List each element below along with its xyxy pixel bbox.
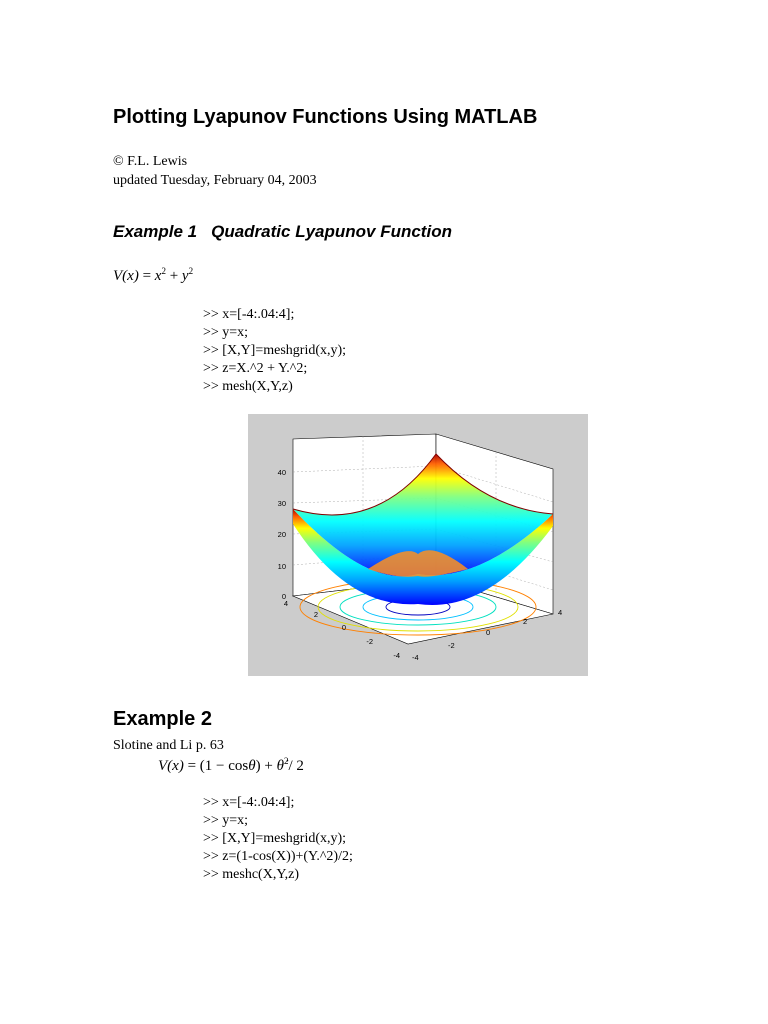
eq2-lhs: V(x) [158, 758, 184, 774]
eq2-tail: / 2 [288, 758, 304, 774]
mesh-plot-svg [248, 414, 588, 676]
y-tick-label: 0 [341, 623, 346, 632]
code-line: >> y=x; [203, 325, 249, 340]
x-tick-label: 2 [523, 617, 528, 626]
example1-subtitle: Quadratic Lyapunov Function [211, 222, 452, 241]
code-line: >> [X,Y]=meshgrid(x,y); [203, 343, 347, 358]
z-tick-label: 10 [277, 562, 286, 571]
y-tick-label: 2 [313, 610, 318, 619]
y-tick-label: -2 [366, 637, 373, 646]
x-tick-label: 0 [486, 628, 491, 637]
z-tick-label: 20 [277, 530, 286, 539]
example2-equation [158, 756, 304, 775]
y-tick-label: 4 [283, 599, 288, 608]
eq2-theta-dot: θ̇ [276, 758, 284, 774]
code-line: >> z=(1-cos(X))+(Y.^2)/2; [203, 849, 353, 864]
updated-date: updated Tuesday, February 04, 2003 [113, 173, 317, 188]
y-tick-label: -4 [393, 651, 400, 660]
eq1-equals: = [138, 268, 155, 284]
example1-label: Example 1 [113, 222, 198, 241]
document-title: Plotting Lyapunov Functions Using MATLAB [113, 106, 538, 128]
eq2-theta: θ [248, 758, 256, 774]
eq1-term2: y [181, 268, 189, 284]
example2-reference: Slotine and Li p. 63 [113, 738, 224, 753]
eq2-part1: (1 − cos [199, 758, 249, 774]
example2-heading: Example 2 [113, 708, 212, 730]
code-line: >> y=x; [203, 813, 249, 828]
z-tick-label: 40 [277, 468, 286, 477]
code-line: >> mesh(X,Y,z) [203, 379, 293, 394]
copyright-line: © F.L. Lewis [113, 154, 188, 169]
eq1-term1-exponent: 2 [161, 266, 166, 276]
example2-code-block [203, 794, 353, 884]
code-line: >> z=X.^2 + Y.^2; [203, 361, 308, 376]
example1-code-block [203, 306, 346, 396]
x-tick-label: -2 [448, 641, 455, 650]
code-line: >> [X,Y]=meshgrid(x,y); [203, 831, 347, 846]
code-line: >> meshc(X,Y,z) [203, 867, 300, 882]
eq1-plus: + [165, 268, 182, 284]
code-line: >> x=[-4:.04:4]; [203, 795, 295, 810]
z-tick-label: 0 [281, 592, 286, 601]
eq1-term2-exponent: 2 [188, 266, 194, 276]
x-tick-label: -4 [412, 653, 419, 662]
code-line: >> x=[-4:.04:4]; [203, 307, 295, 322]
eq2-part2: ) + [255, 758, 277, 774]
eq2-exponent: 2 [283, 756, 289, 766]
eq2-equals: = [183, 758, 200, 774]
eq1-term1: x [154, 268, 162, 284]
example1-equation [113, 266, 193, 285]
eq1-lhs: V(x) [113, 268, 139, 284]
example1-heading [113, 222, 452, 242]
z-tick-label: 30 [277, 499, 286, 508]
mesh-plot-figure [248, 414, 588, 676]
x-tick-label: 4 [558, 608, 563, 617]
